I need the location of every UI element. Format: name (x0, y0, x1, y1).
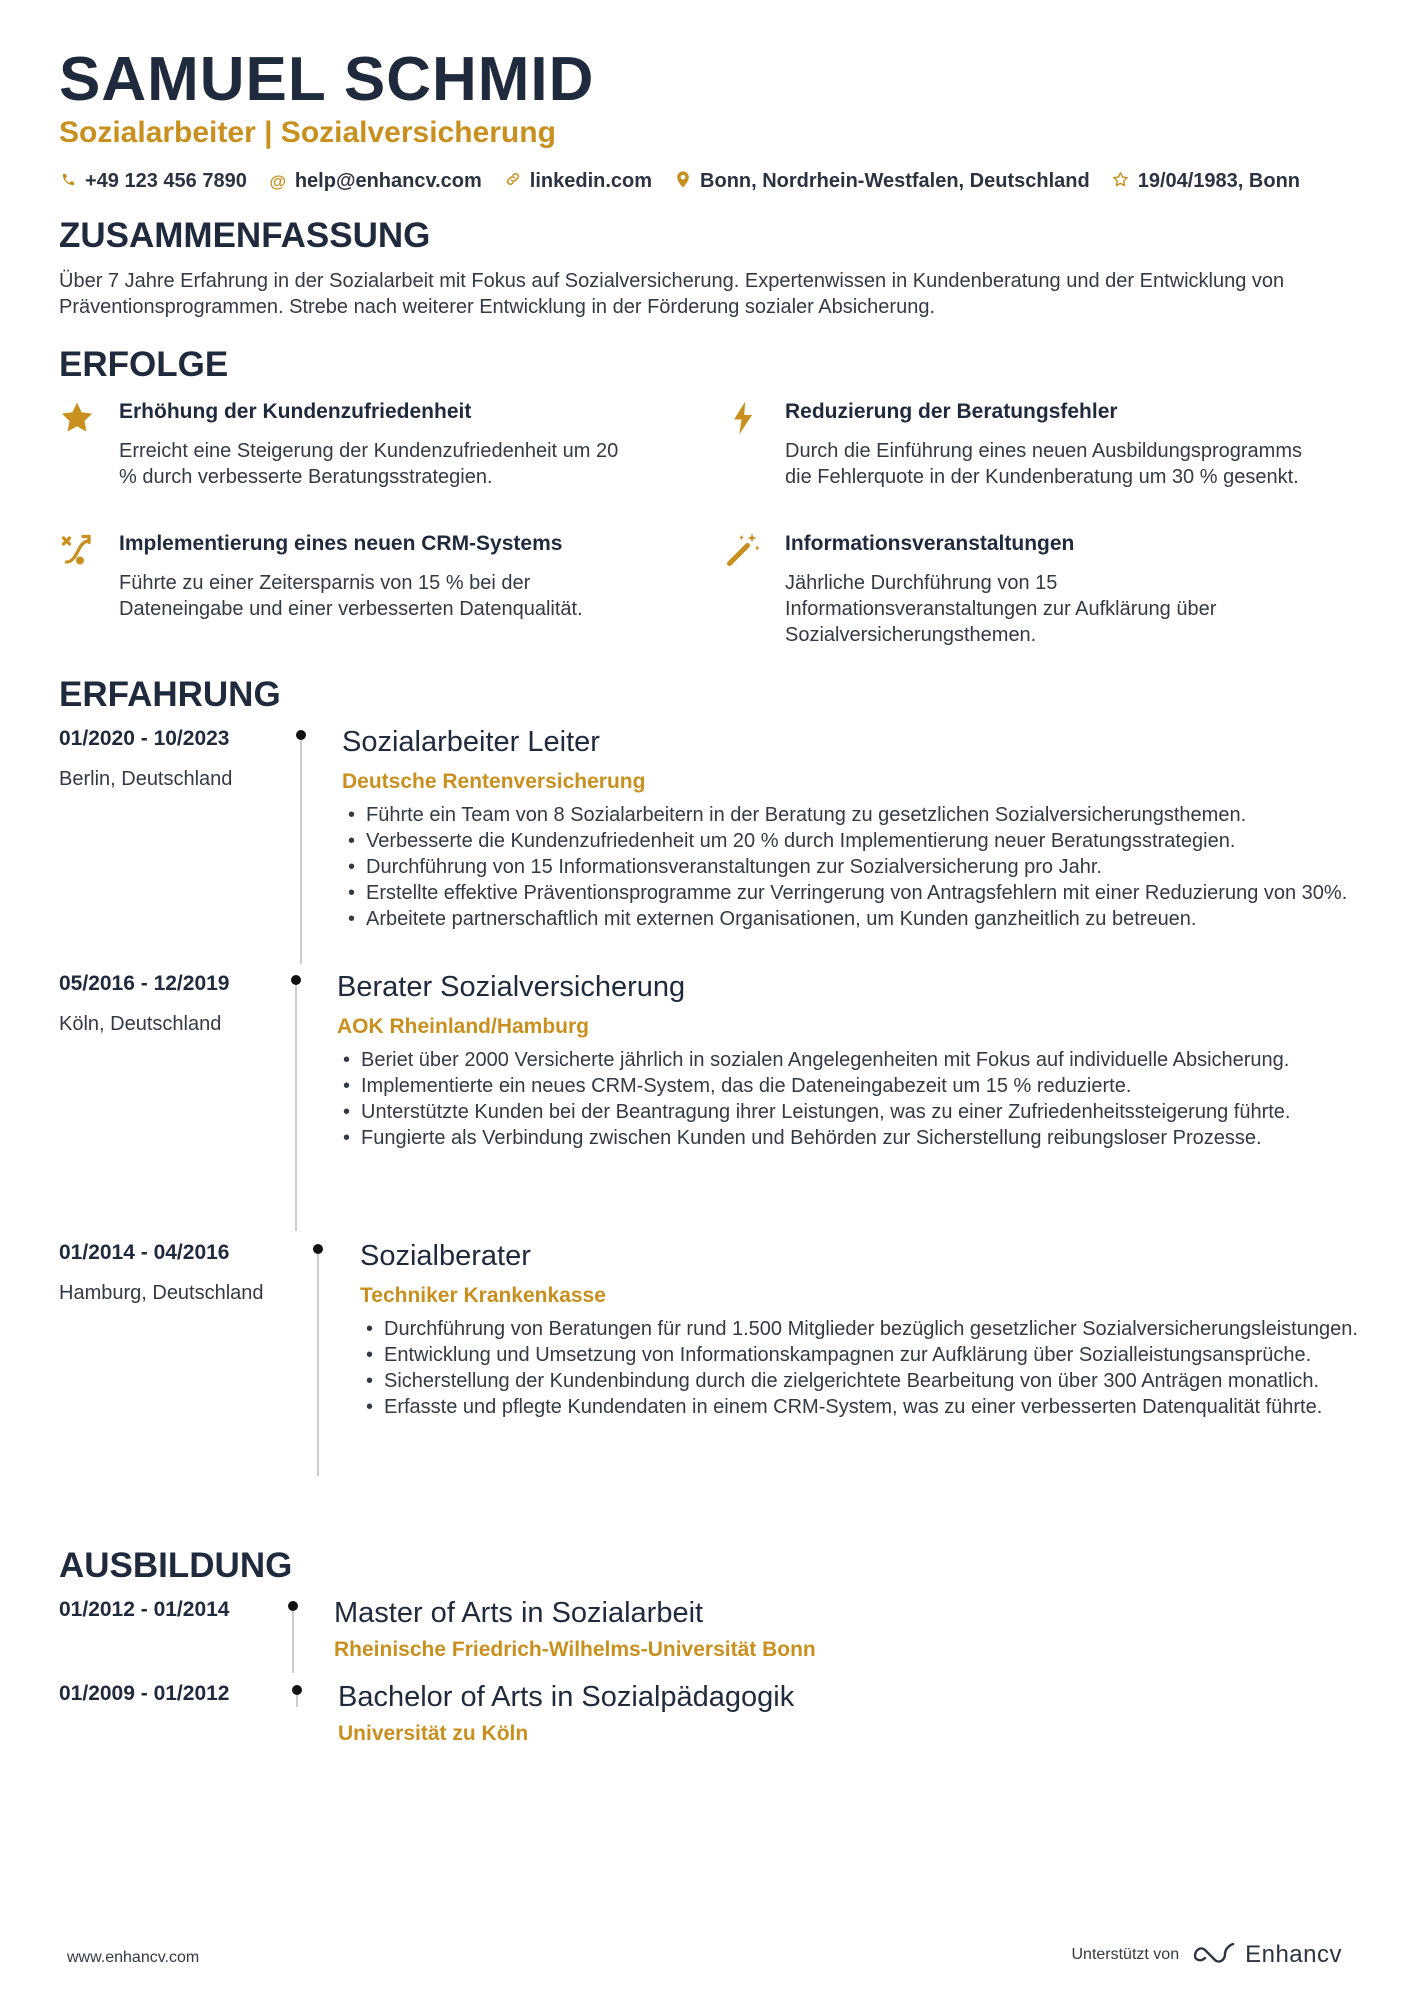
job-company: Deutsche Rentenversicherung (342, 770, 646, 793)
job-location: Hamburg, Deutschland (59, 1282, 264, 1304)
job-bullet: • Fungierte als Verbindung zwischen Kunden und Behörden zur Sicherstellung reibungsloser Prozesse. (339, 1125, 1359, 1151)
job-bullet: • Implementierte ein neues CRM-System, das die Dateneingabezeit um 15 % reduzierte. (339, 1073, 1359, 1099)
star-outline-icon (1112, 171, 1130, 193)
job-dates: 01/2020 - 10/2023 (59, 727, 230, 750)
achievement-description: Erreicht eine Steigerung der Kundenzufriedenheit um 20 % durch verbesserte Beratungsstrategien. (119, 440, 619, 488)
job-location: Köln, Deutschland (59, 1013, 222, 1035)
job-role: Sozialarbeiter Leiter (342, 726, 600, 758)
job-bullets (344, 802, 1364, 932)
timeline-line (296, 1695, 298, 1707)
strategy-icon (59, 532, 97, 570)
education-dates: 01/2009 - 01/2012 (59, 1682, 230, 1705)
contact-location-text: Bonn, Nordrhein-Westfalen, Deutschland (700, 170, 1090, 192)
summary-heading: ZUSAMMENFASSUNG (59, 216, 431, 255)
candidate-name: SAMUEL SCHMID (59, 45, 595, 114)
contact-email[interactable] (269, 170, 482, 193)
brand-name: Enhancv (1245, 1940, 1342, 1968)
contact-birth-text: 19/04/1983, Bonn (1137, 170, 1301, 192)
timeline-dot (313, 1244, 323, 1254)
job-bullet: • Unterstützte Kunden bei der Beantragung ihrer Leistungen, was zu einer Zufriedenheitssteigerung führte. (339, 1099, 1359, 1125)
enhancv-logo-icon (1191, 1940, 1237, 1969)
contact-linkedin-text: linkedin.com (529, 170, 653, 192)
achievement-description: Jährliche Durchführung von 15 Informationsveranstaltungen zur Aufklärung über Sozialversicherungsthemen. (785, 572, 1217, 646)
job-company: AOK Rheinland/Hamburg (337, 1015, 590, 1038)
achievement-title: Informationsveranstaltungen (785, 532, 1075, 555)
achievement-description: Durch die Einführung eines neuen Ausbildungsprogramms die Fehlerquote in der Kundenberatung um 30 % gesenkt. (785, 440, 1302, 488)
experience-heading: ERFAHRUNG (59, 675, 281, 714)
timeline-line (300, 740, 302, 964)
contact-linkedin[interactable] (504, 170, 652, 193)
timeline-line (295, 985, 297, 1231)
job-bullet: • Durchführung von 15 Informationsveranstaltungen zur Sozialversicherung pro Jahr. (344, 854, 1364, 880)
education-school: Universität zu Köln (338, 1722, 529, 1745)
contact-bar (59, 170, 1322, 193)
summary-text: Über 7 Jahre Erfahrung in der Sozialarbeit mit Fokus auf Sozialversicherung. Expertenwissen in Kundenberatung und der Entwicklung von Präventionsprogrammen. Strebe nach weiterer Entwicklung in der Förderung sozialer Absicherung. (59, 270, 1285, 318)
job-bullet: • Führte ein Team von 8 Sozialarbeitern in der Beratung zu gesetzlichen Sozialversicherungsthemen. (344, 802, 1364, 828)
education-heading: AUSBILDUNG (59, 1546, 293, 1585)
timeline-line (292, 1611, 294, 1673)
education-degree: Bachelor of Arts in Sozialpädagogik (338, 1681, 795, 1713)
job-role: Sozialberater (360, 1240, 531, 1272)
job-bullet: • Arbeitete partnerschaftlich mit externen Organisationen, um Kunden ganzheitlich zu betreuen. (344, 906, 1364, 932)
achievement-title: Erhöhung der Kundenzufriedenheit (119, 400, 472, 423)
timeline-line (317, 1254, 319, 1476)
contact-birth (1112, 170, 1300, 193)
achievement-description: Führte zu einer Zeitersparnis von 15 % bei der Dateneingabe und einer verbesserten Datenqualität. (119, 572, 583, 620)
at-icon: @ (269, 171, 287, 191)
footer-branding (1071, 1940, 1342, 1969)
job-bullet: • Durchführung von Beratungen für rund 1.500 Mitglieder bezüglich gesetzlicher Sozialversicherungsleistungen. (362, 1316, 1362, 1342)
job-bullet: • Entwicklung und Umsetzung von Informationskampagnen zur Aufklärung über Sozialleistungsansprüche. (362, 1342, 1362, 1368)
education-dates: 01/2012 - 01/2014 (59, 1598, 230, 1621)
education-degree: Master of Arts in Sozialarbeit (334, 1597, 704, 1629)
achievement-title: Implementierung eines neuen CRM-Systems (119, 532, 563, 555)
location-pin-icon (674, 171, 692, 193)
achievement-title: Reduzierung der Beratungsfehler (785, 400, 1118, 423)
candidate-title: Sozialarbeiter | Sozialversicherung (59, 116, 556, 149)
powered-by-text: Unterstützt von (1071, 1945, 1180, 1963)
job-bullet: • Beriet über 2000 Versicherte jährlich in sozialen Angelegenheiten mit Fokus auf individuelle Absicherung. (339, 1047, 1359, 1073)
phone-icon (59, 172, 77, 192)
education-school: Rheinische Friedrich-Wilhelms-Universität Bonn (334, 1638, 816, 1661)
timeline-dot (292, 1685, 302, 1695)
job-dates: 01/2014 - 04/2016 (59, 1241, 230, 1264)
lightning-icon (725, 400, 763, 438)
achievements-heading: ERFOLGE (59, 345, 229, 384)
link-icon (504, 171, 522, 192)
contact-phone-text: +49 123 456 7890 (85, 170, 247, 192)
job-bullet: • Erstellte effektive Präventionsprogramme zur Verringerung von Antragsfehlern mit einer Reduzierung von 30%. (344, 880, 1364, 906)
contact-phone[interactable] (59, 170, 247, 193)
timeline-dot (291, 975, 301, 985)
timeline-dot (296, 730, 306, 740)
timeline-dot (288, 1601, 298, 1611)
job-bullet: • Erfasste und pflegte Kundendaten in einem CRM-System, was zu einer verbesserten Datenqualität führte. (362, 1394, 1362, 1420)
star-icon (59, 400, 97, 438)
job-dates: 05/2016 - 12/2019 (59, 972, 230, 995)
job-bullets (339, 1047, 1359, 1151)
job-company: Techniker Krankenkasse (360, 1284, 606, 1307)
magic-wand-icon (725, 532, 763, 570)
footer-website[interactable]: www.enhancv.com (67, 1949, 200, 1966)
job-role: Berater Sozialversicherung (337, 971, 686, 1003)
job-bullets (362, 1316, 1362, 1420)
contact-email-text: help@enhancv.com (294, 170, 482, 192)
job-bullet: • Sicherstellung der Kundenbindung durch die zielgerichtete Bearbeitung von über 300 Anträgen monatlich. (362, 1368, 1362, 1394)
job-bullet: • Verbesserte die Kundenzufriedenheit um 20 % durch Implementierung neuer Beratungsstrategien. (344, 828, 1364, 854)
job-location: Berlin, Deutschland (59, 768, 233, 790)
contact-location (674, 170, 1090, 193)
